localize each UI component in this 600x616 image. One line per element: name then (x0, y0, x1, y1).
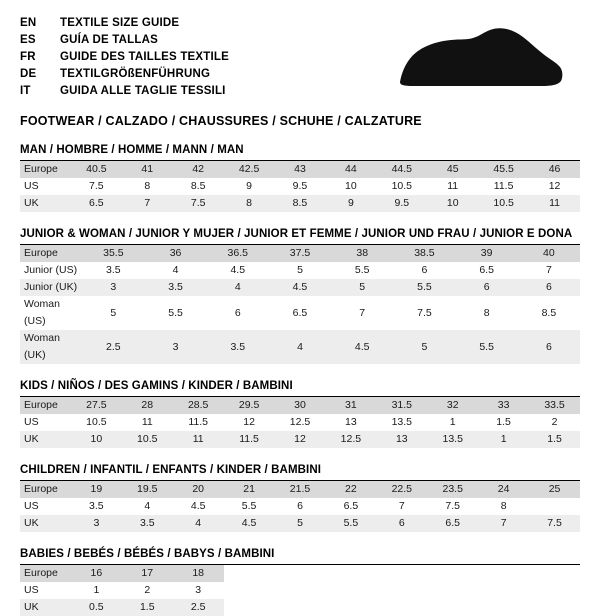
cell: 8.5 (518, 296, 580, 330)
section-title: MAN / HOMBRE / HOMME / MANN / MAN (20, 144, 580, 161)
table-row (20, 582, 580, 599)
cell: 11.5 (173, 414, 224, 431)
cell: 7.5 (393, 296, 455, 330)
cell: 6 (518, 330, 580, 364)
cell: 9 (325, 195, 376, 212)
section-title: BABIES / BEBÉS / BÉBÉS / BABYS / BAMBINI (20, 548, 580, 565)
cell: 30 (275, 397, 326, 414)
size-table-children (20, 481, 580, 532)
cell: 3 (71, 515, 122, 532)
table-row (20, 599, 580, 616)
cell: 8.5 (275, 195, 326, 212)
cell: 10 (325, 178, 376, 195)
cell: 5 (331, 279, 393, 296)
size-table-babies (20, 565, 580, 616)
language-code: EN (20, 17, 37, 29)
cell: 5.5 (325, 515, 376, 532)
cell: 7.5 (173, 195, 224, 212)
cell: 1 (427, 414, 478, 431)
cell: 3.5 (144, 279, 206, 296)
language-code: FR (20, 51, 36, 63)
table-row (20, 296, 580, 330)
cell: 8 (122, 178, 173, 195)
cell: 7.5 (529, 515, 580, 532)
cell: 39 (456, 245, 518, 262)
table-row (20, 195, 580, 212)
cell: 4.5 (207, 262, 269, 279)
cell-empty (224, 582, 275, 599)
language-title-table (20, 16, 229, 101)
cell: 4 (122, 498, 173, 515)
cell: 5.5 (456, 330, 518, 364)
cell-empty (275, 565, 326, 582)
language-code: DE (20, 68, 37, 80)
table-row (20, 178, 580, 195)
cell: 10.5 (478, 195, 529, 212)
cell: 5 (82, 296, 144, 330)
row-label: UK (20, 195, 71, 212)
cell: 38 (331, 245, 393, 262)
cell-empty (529, 582, 580, 599)
dress-shoe-icon (394, 26, 564, 96)
cell: 4 (269, 330, 331, 364)
cell: 11 (529, 195, 580, 212)
language-row (20, 50, 229, 67)
cell-empty (427, 582, 478, 599)
cell: 10.5 (71, 414, 122, 431)
cell: 3.5 (82, 262, 144, 279)
table-row (20, 262, 580, 279)
cell: 36.5 (207, 245, 269, 262)
cell: 12 (224, 414, 275, 431)
cell: 5 (269, 262, 331, 279)
cell: 11.5 (478, 178, 529, 195)
cell: 40.5 (71, 161, 122, 178)
section-title: KIDS / NIÑOS / DES GAMINS / KINDER / BAMBINI (20, 380, 580, 397)
cell: 25 (529, 481, 580, 498)
cell: 6.5 (71, 195, 122, 212)
cell: 6 (207, 296, 269, 330)
section-babies (20, 548, 580, 616)
cell: 1.5 (122, 599, 173, 616)
cell: 6 (456, 279, 518, 296)
section-title: JUNIOR & WOMAN / JUNIOR Y MUJER / JUNIOR ET FEMME / JUNIOR UND FRAU / JUNIOR E DONA (20, 228, 580, 245)
cell: 1 (478, 431, 529, 448)
cell: 33 (478, 397, 529, 414)
language-title: GUÍA DE TALLAS (60, 34, 158, 46)
cell: 32 (427, 397, 478, 414)
row-label: US (20, 414, 71, 431)
cell-empty (224, 599, 275, 616)
cell: 31 (325, 397, 376, 414)
footwear-heading: FOOTWEAR / CALZADO / CHAUSSURES / SCHUHE / CALZATURE (20, 114, 422, 128)
cell-empty (224, 565, 275, 582)
cell: 11 (173, 431, 224, 448)
cell: 16 (71, 565, 122, 582)
table-row (20, 431, 580, 448)
cell: 6.5 (456, 262, 518, 279)
cell: 13.5 (427, 431, 478, 448)
cell-empty (427, 599, 478, 616)
cell: 42 (173, 161, 224, 178)
cell: 28.5 (173, 397, 224, 414)
cell: 13 (325, 414, 376, 431)
cell-empty (376, 582, 427, 599)
table-row (20, 414, 580, 431)
size-table-kids (20, 397, 580, 448)
language-code: ES (20, 34, 36, 46)
cell: 8 (478, 498, 529, 515)
cell: 6.5 (427, 515, 478, 532)
cell: 20 (173, 481, 224, 498)
row-label: Europe (20, 481, 71, 498)
document-header (20, 16, 580, 102)
table-row (20, 330, 580, 364)
cell: 28 (122, 397, 173, 414)
row-label: Junior (UK) (20, 279, 82, 296)
cell: 5.5 (331, 262, 393, 279)
cell: 6 (518, 279, 580, 296)
cell: 37.5 (269, 245, 331, 262)
cell: 4.5 (269, 279, 331, 296)
cell: 42.5 (224, 161, 275, 178)
cell: 1.5 (478, 414, 529, 431)
cell-empty (478, 582, 529, 599)
cell: 44.5 (376, 161, 427, 178)
cell: 21.5 (275, 481, 326, 498)
cell: 5 (393, 330, 455, 364)
language-title: GUIDE DES TAILLES TEXTILE (60, 51, 229, 63)
cell: 0.5 (71, 599, 122, 616)
cell: 24 (478, 481, 529, 498)
cell: 3 (82, 279, 144, 296)
cell: 12 (275, 431, 326, 448)
cell: 27.5 (71, 397, 122, 414)
table-row (20, 279, 580, 296)
cell: 2 (529, 414, 580, 431)
cell: 3.5 (122, 515, 173, 532)
cell: 19.5 (122, 481, 173, 498)
language-row (20, 33, 229, 50)
section-man (20, 144, 580, 212)
cell: 3 (144, 330, 206, 364)
cell: 40 (518, 245, 580, 262)
cell: 19 (71, 481, 122, 498)
cell: 5.5 (393, 279, 455, 296)
cell: 4 (207, 279, 269, 296)
row-label: Europe (20, 245, 82, 262)
row-label: Junior (US) (20, 262, 82, 279)
cell: 7.5 (71, 178, 122, 195)
cell: 13.5 (376, 414, 427, 431)
row-label: Europe (20, 397, 71, 414)
cell-empty (325, 582, 376, 599)
language-code: IT (20, 85, 31, 97)
cell: 11.5 (224, 431, 275, 448)
language-title: GUIDA ALLE TAGLIE TESSILI (60, 85, 226, 97)
row-label: UK (20, 431, 71, 448)
table-row (20, 481, 580, 498)
cell-empty (376, 599, 427, 616)
cell-empty (478, 565, 529, 582)
cell: 3.5 (71, 498, 122, 515)
cell: 7 (376, 498, 427, 515)
cell: 12 (529, 178, 580, 195)
cell: 22.5 (376, 481, 427, 498)
cell: 5.5 (224, 498, 275, 515)
cell: 33.5 (529, 397, 580, 414)
cell: 45.5 (478, 161, 529, 178)
cell: 5 (275, 515, 326, 532)
row-label: Europe (20, 565, 71, 582)
table-row (20, 565, 580, 582)
cell: 11 (427, 178, 478, 195)
section-junior-woman (20, 228, 580, 364)
cell: 7.5 (427, 498, 478, 515)
cell: 31.5 (376, 397, 427, 414)
cell: 22 (325, 481, 376, 498)
cell: 8 (224, 195, 275, 212)
cell: 17 (122, 565, 173, 582)
row-label: US (20, 582, 71, 599)
language-title: TEXTILE SIZE GUIDE (60, 17, 180, 29)
cell: 46 (529, 161, 580, 178)
cell: 3 (173, 582, 224, 599)
language-title: TEXTILGRÖßENFÜHRUNG (60, 68, 211, 80)
cell: 35.5 (82, 245, 144, 262)
cell: 4 (144, 262, 206, 279)
cell: 43 (275, 161, 326, 178)
table-row (20, 515, 580, 532)
section-children (20, 464, 580, 532)
row-label: UK (20, 599, 71, 616)
table-row (20, 161, 580, 178)
cell: 29.5 (224, 397, 275, 414)
language-title-body (20, 16, 229, 101)
cell-empty (427, 565, 478, 582)
language-row (20, 67, 229, 84)
cell: 7 (331, 296, 393, 330)
table-row (20, 245, 580, 262)
cell: 13 (376, 431, 427, 448)
row-label: Woman (UK) (20, 330, 82, 364)
cell-empty (275, 582, 326, 599)
cell: 2 (122, 582, 173, 599)
cell: 3.5 (207, 330, 269, 364)
cell: 4.5 (173, 498, 224, 515)
language-row (20, 16, 229, 33)
cell: 10 (427, 195, 478, 212)
cell: 2.5 (173, 599, 224, 616)
cell-empty (529, 565, 580, 582)
size-table-junior-woman (20, 245, 580, 364)
cell: 6 (393, 262, 455, 279)
cell: 18 (173, 565, 224, 582)
cell-empty (376, 565, 427, 582)
cell: 8 (456, 296, 518, 330)
size-table-man (20, 161, 580, 212)
cell: 45 (427, 161, 478, 178)
cell: 12.5 (275, 414, 326, 431)
section-kids (20, 380, 580, 448)
cell: 8.5 (173, 178, 224, 195)
cell: 10.5 (376, 178, 427, 195)
cell: 44 (325, 161, 376, 178)
cell (529, 498, 580, 515)
cell: 9 (224, 178, 275, 195)
cell: 12.5 (325, 431, 376, 448)
cell-empty (275, 599, 326, 616)
cell: 38.5 (393, 245, 455, 262)
cell: 23.5 (427, 481, 478, 498)
table-row (20, 498, 580, 515)
cell: 2.5 (82, 330, 144, 364)
row-label: Woman (US) (20, 296, 82, 330)
cell: 21 (224, 481, 275, 498)
row-label: Europe (20, 161, 71, 178)
cell: 36 (144, 245, 206, 262)
cell: 7 (478, 515, 529, 532)
table-row (20, 397, 580, 414)
cell: 1.5 (529, 431, 580, 448)
row-label: US (20, 178, 71, 195)
cell: 1 (71, 582, 122, 599)
cell: 6.5 (325, 498, 376, 515)
cell: 7 (518, 262, 580, 279)
row-label: US (20, 498, 71, 515)
cell: 9.5 (376, 195, 427, 212)
cell-empty (529, 599, 580, 616)
cell: 5.5 (144, 296, 206, 330)
language-row (20, 84, 229, 101)
cell: 4.5 (224, 515, 275, 532)
cell-empty (325, 565, 376, 582)
cell-empty (325, 599, 376, 616)
row-label: UK (20, 515, 71, 532)
cell: 41 (122, 161, 173, 178)
cell: 9.5 (275, 178, 326, 195)
cell: 4 (173, 515, 224, 532)
cell: 11 (122, 414, 173, 431)
cell: 6 (275, 498, 326, 515)
section-title: CHILDREN / INFANTIL / ENFANTS / KINDER / BAMBINI (20, 464, 580, 481)
cell: 6 (376, 515, 427, 532)
cell: 10 (71, 431, 122, 448)
cell: 7 (122, 195, 173, 212)
cell: 6.5 (269, 296, 331, 330)
cell: 4.5 (331, 330, 393, 364)
cell-empty (478, 599, 529, 616)
cell: 10.5 (122, 431, 173, 448)
